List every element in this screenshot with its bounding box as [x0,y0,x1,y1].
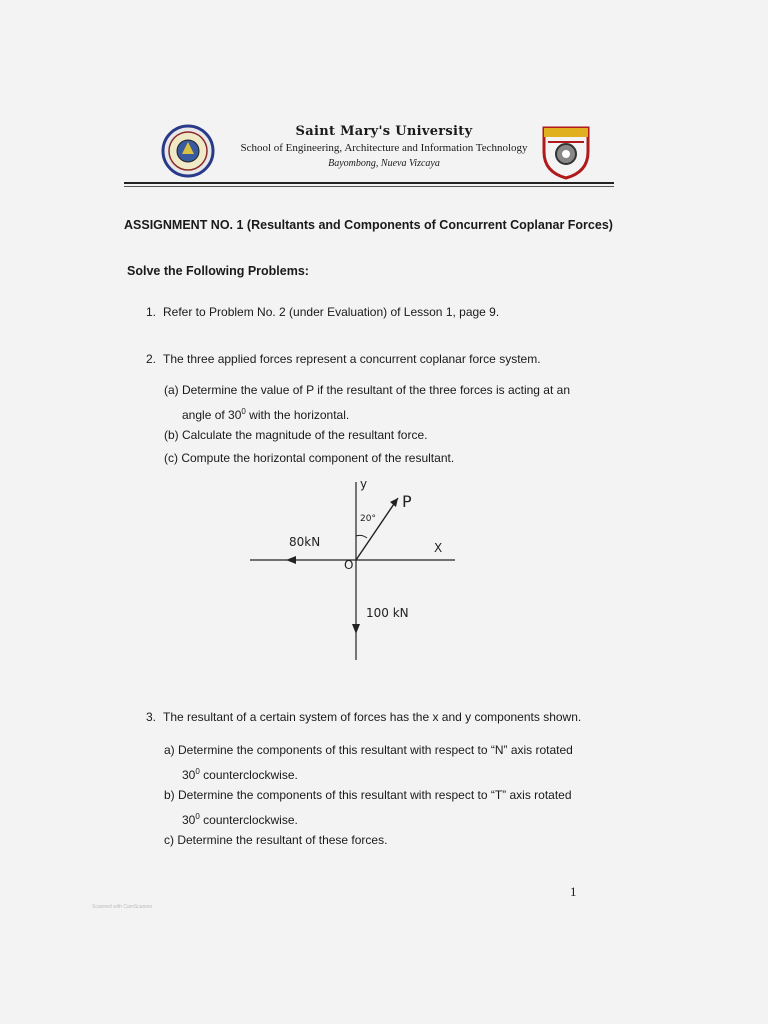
instructions-heading: Solve the Following Problems: [127,264,309,278]
angle-arc [356,535,367,538]
school-name: School of Engineering, Architecture and Information Technology [240,142,528,154]
assignment-title: ASSIGNMENT NO. 1 (Resultants and Components of Concurrent Coplanar Forces) [124,218,613,232]
university-name: Saint Mary's University [295,124,473,139]
problem-1-text: Refer to Problem No. 2 (under Evaluation) of Lesson 1, page 9. [163,305,500,319]
force-diagram [240,474,470,664]
problem-2-part-c: (c) Compute the horizontal component of the resultant. [164,451,455,465]
force-p-label: P [402,492,412,511]
y-axis-label: y [360,477,368,491]
force-100-arrowhead [352,624,360,634]
problem-3-number: 3. [146,710,157,724]
scanner-watermark: Scanned with CamScanner [92,904,153,910]
problem-3-part-a-cont: $30^0$ counterclockwise. [182,767,298,782]
force-100-label: 100 kN [366,606,409,620]
problem-3-text: The resultant of a certain system of forces has the x and y components shown. [163,710,582,724]
force-80-arrowhead [286,556,296,564]
problem-2-part-a-cont: angle of $30^0$ with the horizontal. [182,407,350,422]
force-p-line [356,498,398,560]
problem-2-part-b: (b) Calculate the magnitude of the resultant force. [164,428,428,442]
problem-2-text: The three applied forces represent a concurrent coplanar force system. [163,352,541,366]
force-p-arrowhead [390,498,398,507]
problem-3-part-b-cont: $30^0$ counterclockwise. [182,812,298,827]
header-divider [124,182,614,184]
problem-2-number: 2. [146,352,157,366]
problem-1-number: 1. [146,305,157,319]
header-divider-thin [124,186,614,187]
problem-3-part-a: a) Determine the components of this resultant with respect to “N” axis rotated [164,743,573,757]
angle-label: 20° [360,514,376,524]
origin-label: O [344,558,354,572]
school-address: Bayombong, Nueva Vizcaya [328,158,440,169]
problem-3-part-b: b) Determine the components of this resultant with respect to “T” axis rotated [164,788,572,802]
page-number: 1 [570,884,577,899]
force-80-label: 80kN [289,535,321,549]
problem-2-part-a: (a) Determine the value of P if the resultant of the three forces is acting at an [164,383,570,397]
problem-3-part-c: c) Determine the resultant of these forces. [164,833,388,847]
x-axis-label: X [434,541,443,555]
